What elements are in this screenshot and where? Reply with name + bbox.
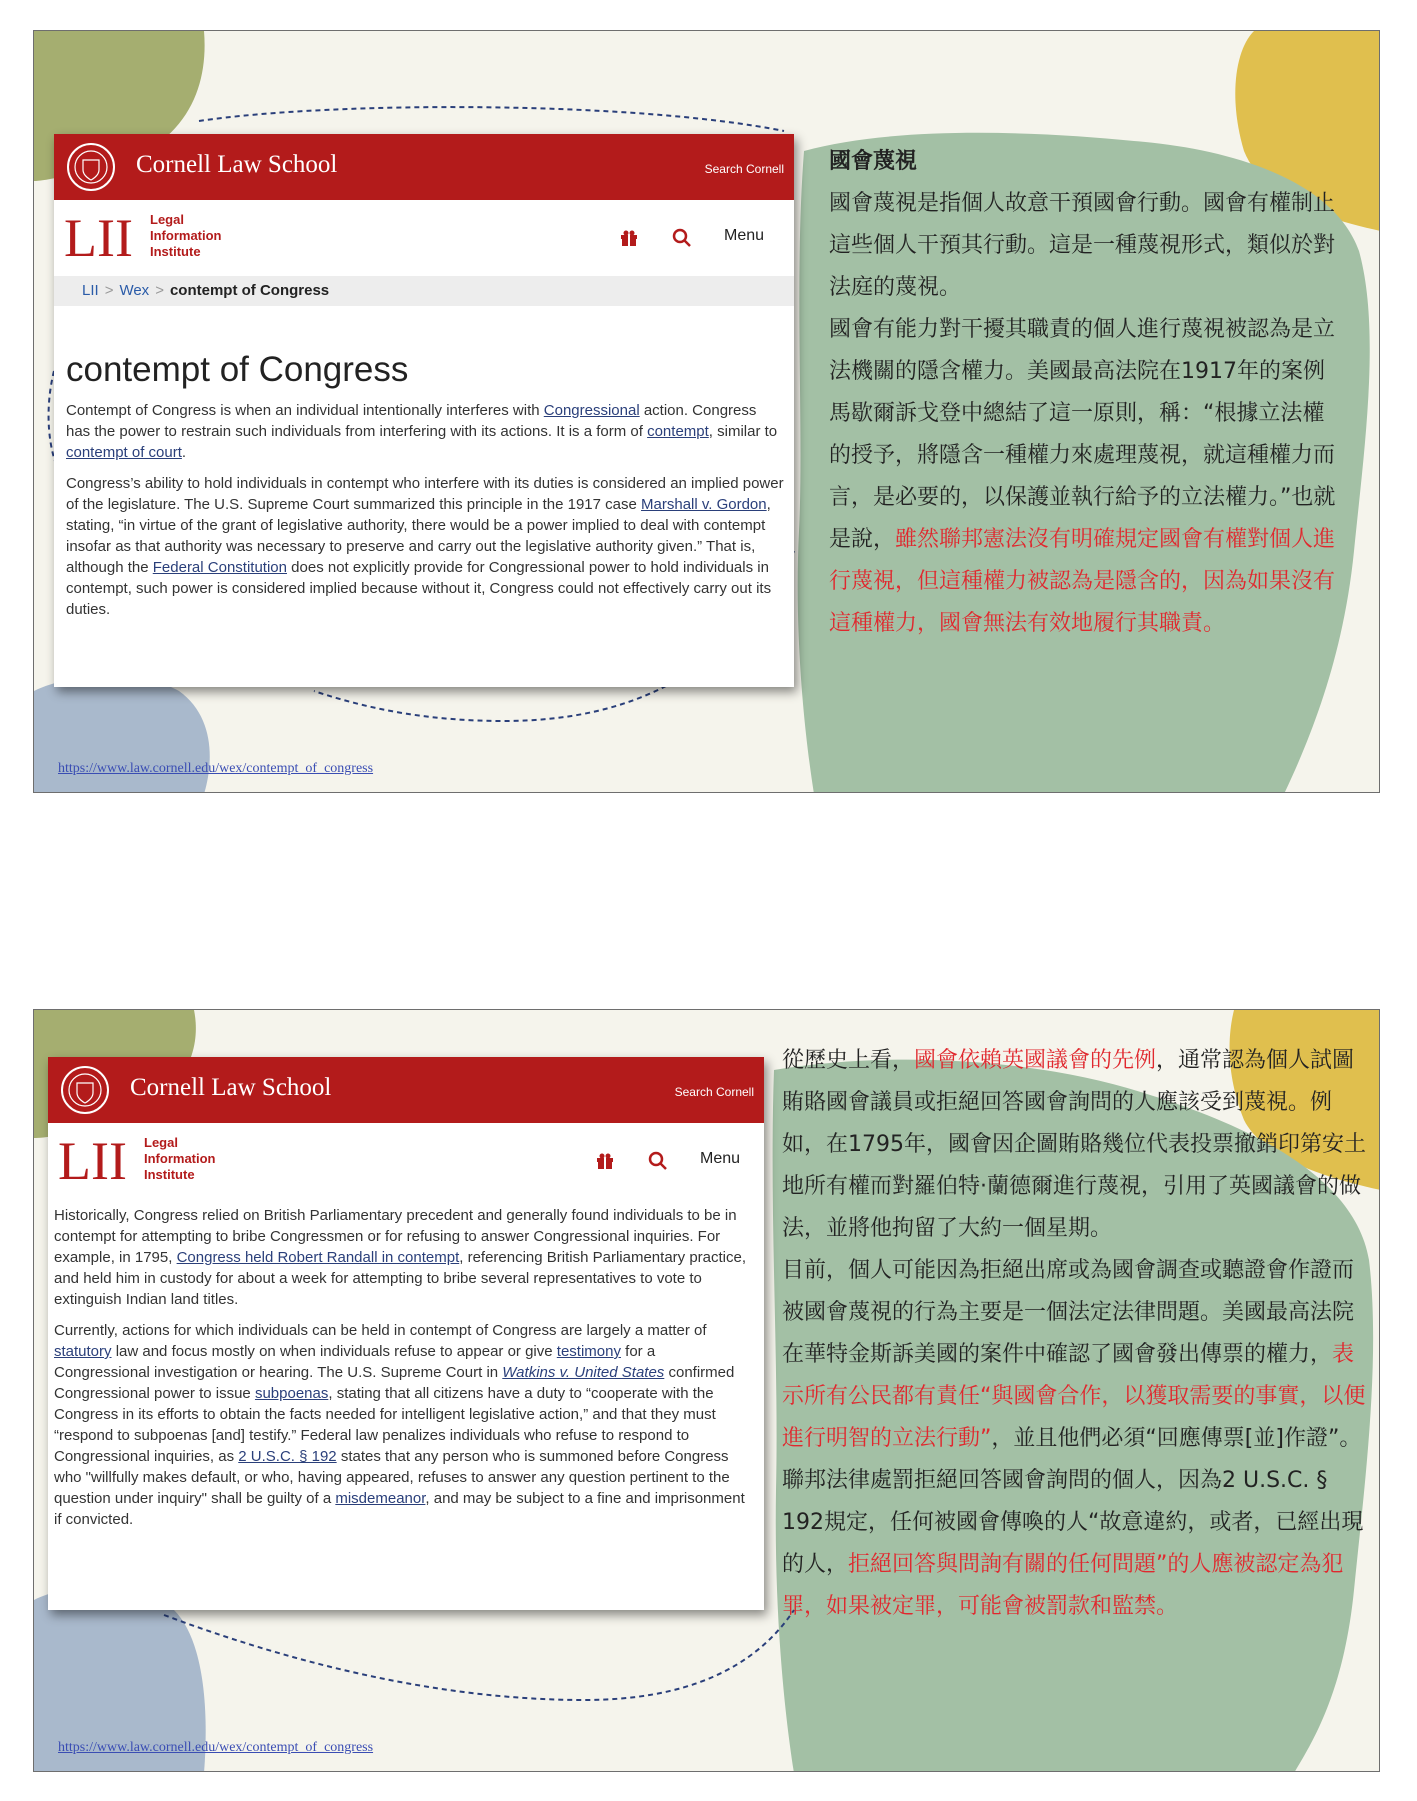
search-icon[interactable] (648, 1151, 668, 1171)
chinese-translation (829, 141, 1339, 645)
link-statutory[interactable]: statutory (54, 1343, 112, 1360)
paragraph-2: Currently, actions for which individuals can be held in contempt of Congress are largely a matter of statutory law and focus mostly on when individuals refuse to appear or give testimony for a Congressional investigation or hearing. The U.S. Supreme Court in Watkins v. United States confirmed Congressional power to issue subpoenas, stating that all citizens have a duty to “cooperate with the Congress in its efforts to obtain the facts needed for intelligent legislative action,” and that they must “respond to subpoenas [and] testify.” Federal law penalizes individuals who refuse to respond to Congressional inquiries, as 2 U.S.C. § 192 states that any person who is summoned before Congress who "willfully makes default, or who, having appeared, refuses to answer any question pertinent to the question under inquiry" shall be guilty of a misdemeanor, and may be subject to a fine and imprisonment if convicted. (54, 1322, 745, 1528)
lii-word-legal: Legal (144, 1135, 178, 1150)
paragraph-1: Contempt of Congress is when an individual intentionally interferes with Congressional action. Congress has the power to restrain such individuals from interfering with its actions. It is a form of contempt, similar to contempt of court. (66, 402, 778, 461)
link-watkins-v-united-states[interactable]: Watkins v. United States (502, 1364, 665, 1381)
source-url[interactable]: https://www.law.cornell.edu/wex/contempt_of_congress (58, 761, 374, 776)
lii-logo[interactable] (64, 210, 144, 260)
lii-logo[interactable] (58, 1133, 138, 1183)
slide-2 (33, 1009, 1380, 1772)
lii-wordmark (150, 212, 222, 260)
lii-word-information: Information (150, 228, 222, 243)
chinese-translation (782, 1040, 1372, 1628)
link-subpoenas[interactable]: subpoenas (254, 1385, 329, 1402)
cornell-law-school-title[interactable]: Cornell Law School (136, 151, 338, 178)
link-marshall-v-gordon[interactable]: Marshall v. Gordon (641, 496, 767, 513)
zh-highlight: 國會依賴英國議會的先例 (914, 1048, 1157, 1073)
gift-icon[interactable] (620, 229, 638, 247)
search-cornell-link[interactable]: Search Cornell (674, 1085, 754, 1099)
link-federal-constitution[interactable]: Federal Constitution (152, 559, 287, 576)
paragraph-2: Congress’s ability to hold individuals in contempt who interfere with its duties is considered an implied power of the legislature. The U.S. Supreme Court summarized this principle in the 1917 case Marshall v. Gordon, stating, “in virtue of the grant of legislative authority, there would be a power implied to deal with contempt insofar as that authority was necessary to preserve and carry out the legislative authority given.” That is, although the Federal Constitution does not explicitly provide for Congressional power to hold individuals in contempt, such power is considered implied because without it, Congress could not effectively carry out its duties. (66, 475, 784, 618)
zh-paragraph-2: 目前，個人可能因為拒絕出席或為國會調查或聽證會作證而被國會蔑視的行為主要是一個法定法律問題。美國最高法院在華特金斯訴美國的案件中確認了國會發出傳票的權力，表示所有公民都有責任“與國會合作，以獲取需要的事實，以便進行明智的立法行動”，並且他們必須“回應傳票[並]作證”。聯邦法律處罰拒絕回答國會詢問的個人，因為2 U.S.C. § 192規定，任何被國會傳喚的人“故意違約，或者，已經出現的人，拒絕回答與問詢有關的任何問題”的人應被認定為犯罪，如果被定罪，可能會被罰款和監禁。 (782, 1258, 1366, 1619)
link-contempt-of-court[interactable]: contempt of court (66, 444, 182, 461)
link-contempt[interactable]: contempt (647, 423, 709, 440)
menu-button[interactable]: Menu (724, 227, 765, 244)
paragraph-1: Historically, Congress relied on British Parliamentary precedent and generally found individuals to be in contempt for attempting to bribe Congressmen or for refusing to answer Congressional inquiries. For example, in 1795, Congress held Robert Randall in contempt, referencing British Parliamentary practice, and held him in custody for about a week for attempting to bribe several representatives to vote to extinguish Indian land titles. (54, 1207, 747, 1308)
cornell-header-bar (54, 134, 794, 200)
lii-logo-text: LII (58, 1133, 127, 1183)
lii-nav-bar (48, 1123, 764, 1199)
search-cornell-link[interactable]: Search Cornell (704, 162, 784, 176)
menu-button[interactable]: Menu (700, 1150, 741, 1167)
lii-article-card (54, 134, 794, 687)
lii-word-legal: Legal (150, 212, 184, 227)
breadcrumb-separator: > (104, 282, 114, 299)
zh-title: 國會蔑視 (829, 149, 918, 174)
lii-wordmark (144, 1135, 216, 1183)
breadcrumb (54, 276, 794, 306)
link-misdemeanor[interactable]: misdemeanor (335, 1490, 426, 1507)
lii-logo-text: LII (64, 210, 133, 260)
lii-word-information: Information (144, 1151, 216, 1166)
zh-paragraph-1: 從歷史上看，國會依賴英國議會的先例，通常認為個人試圖賄賂國會議員或拒絕回答國會詢問的人應該受到蔑視。例如，在1795年，國會因企圖賄賂幾位代表投票撤銷印第安土地所有權而對羅伯特·蘭德爾進行蔑視，引用了英國議會的做法，並將他拘留了大約一個星期。 (782, 1048, 1366, 1241)
lii-article-card (48, 1057, 764, 1610)
cornell-law-school-title[interactable]: Cornell Law School (130, 1074, 332, 1101)
zh-paragraph-1: 國會蔑視是指個人故意干預國會行動。國會有權制止這些個人干預其行動。這是一種蔑視形式，類似於對法庭的蔑視。 (829, 191, 1336, 300)
cornell-header-bar (48, 1057, 764, 1123)
cornell-seal-icon (60, 1063, 110, 1117)
cornell-seal-icon (66, 140, 116, 194)
dashed-curve (164, 1610, 794, 1700)
breadcrumb-lii[interactable]: LII (82, 282, 99, 299)
lii-word-institute: Institute (144, 1167, 195, 1182)
zh-highlight: 拒絕回答與問詢有關的任何問題”的人應被認定為犯罪，如果被定罪，可能會被罰款和監禁。 (782, 1552, 1344, 1619)
lii-nav-bar (54, 200, 794, 276)
breadcrumb-separator: > (155, 282, 164, 299)
zh-highlight: 雖然聯邦憲法沒有明確規定國會有權對個人進行蔑視，但這種權力被認為是隱含的，因為如果沒有這種權力，國會無法有效地履行其職責。 (829, 527, 1336, 636)
link-2-usc-192[interactable]: 2 U.S.C. § 192 (238, 1448, 337, 1465)
link-congressional[interactable]: Congressional (543, 402, 640, 419)
zh-paragraph-2: 國會有能力對干擾其職責的個人進行蔑視被認為是立法機關的隱含權力。美國最高法院在1917年的案例馬歇爾訴戈登中總結了這一原則，稱：“根據立法權的授予，將隱含一種權力來處理蔑視，就這種權力而言，是必要的，以保護並執行給予的立法權力。”也就是說，雖然聯邦憲法沒有明確規定國會有權對個人進行蔑視，但這種權力被認為是隱含的，因為如果沒有這種權力，國會無法有效地履行其職責。 (829, 317, 1336, 636)
breadcrumb-current: contempt of Congress (169, 282, 330, 299)
slide-1 (33, 30, 1380, 793)
link-congress-held-robert-randall[interactable]: Congress held Robert Randall in contempt (176, 1249, 460, 1266)
page-title: contempt of Congress (66, 350, 409, 389)
link-testimony[interactable]: testimony (556, 1343, 621, 1360)
lii-word-institute: Institute (150, 244, 201, 259)
gift-icon[interactable] (596, 1152, 614, 1170)
search-icon[interactable] (672, 228, 692, 248)
breadcrumb-wex[interactable]: Wex (119, 282, 150, 299)
zh-highlight: 表示所有公民都有責任“與國會合作，以獲取需要的事實，以便進行明智的立法行動” (782, 1342, 1366, 1451)
source-url[interactable]: https://www.law.cornell.edu/wex/contempt_of_congress (58, 1740, 374, 1755)
